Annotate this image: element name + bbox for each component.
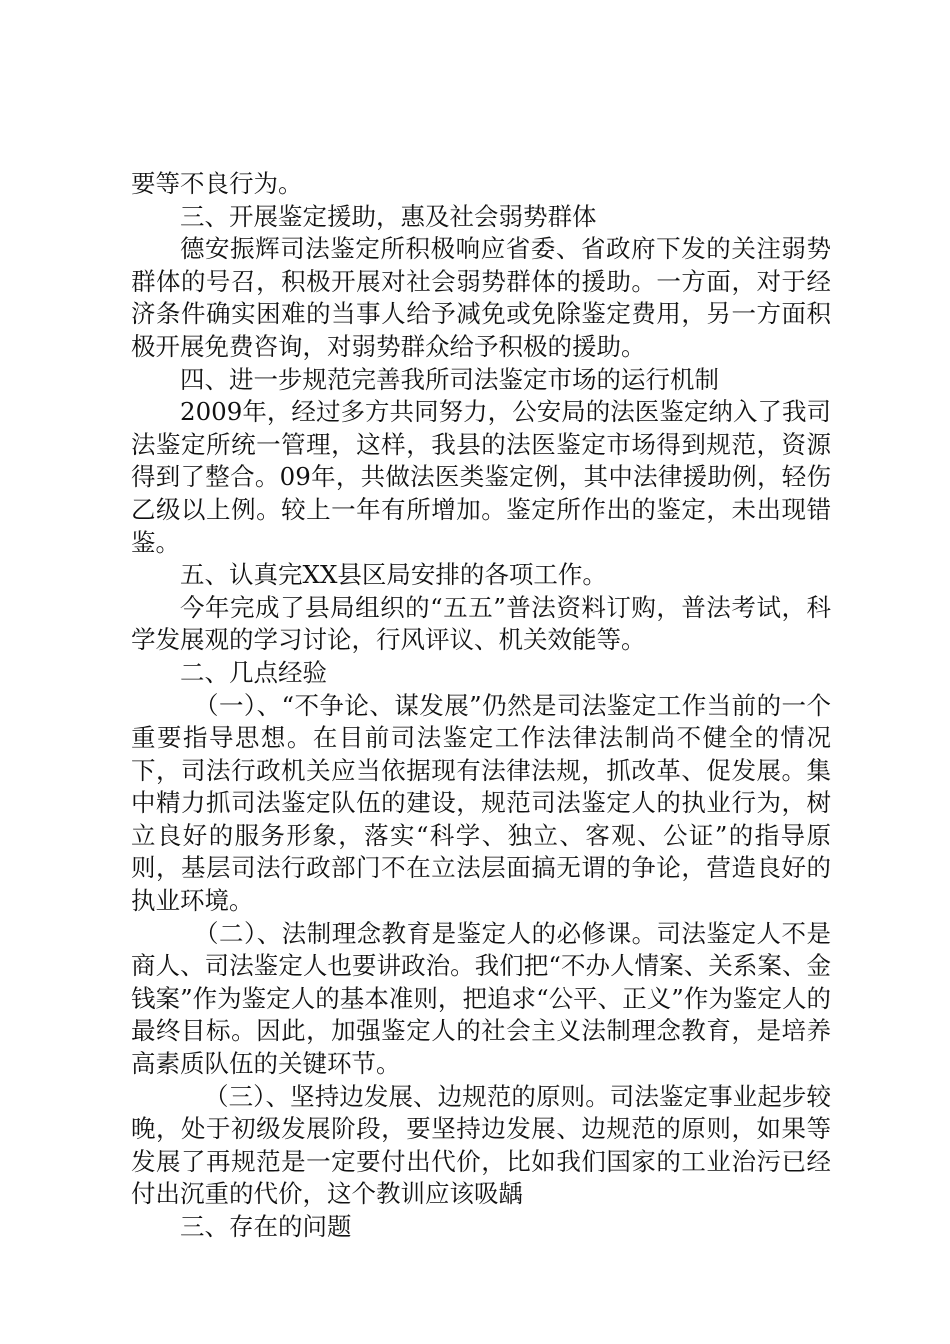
paragraph-tasks: 今年完成了县局组织的“五五”普法资料订购，普法考试，科学发展观的学习讨论，行风评议、机关效能等。: [131, 592, 831, 655]
document-body: [131, 168, 831, 1244]
section-heading-assistance: 三、开展鉴定援助，惠及社会弱势群体: [180, 201, 597, 231]
section-heading-problems: 三、存在的问题: [180, 1212, 352, 1241]
paragraph-experience-3: （三）、坚持边发展、边规范的原则。司法鉴定事业起步较晚，处于初级发展阶段，要坚持边发展、边规范的原则，如果等发展了再规范是一定要付出代价，比如我们国家的工业治污已经付出沉重的代价，这个教训应该吸龋: [131, 1081, 831, 1209]
section-heading-experience: 二、几点经验: [180, 657, 327, 687]
paragraph-experience-1: （一）、“不争论、谋发展”仍然是司法鉴定工作当前的一个重要指导思想。在目前司法鉴定工作法律法制尚不健全的情况下，司法行政机关应当依据现有法律法规，抓改革、促发展。集中精力抓司法鉴定队伍的建设，规范司法鉴定人的执业行为，树立良好的服务形象，落实“科学、独立、客观、公证”的指导原则，基层司法行政部门不在立法层面搞无谓的争论，营造良好的执业环境。: [131, 690, 831, 916]
section-heading-tasks: 五、认真完XX县区局安排的各项工作。: [180, 560, 607, 590]
paragraph-continuation: 要等不良行为。: [131, 169, 303, 198]
paragraph-assistance: 德安振辉司法鉴定所积极响应省委、省政府下发的关注弱势群体的号召，积极开展对社会弱势群体的援助。一方面，对于经济条件确实困难的当事人给予减免或免除鉴定费用，另一方面积极开展免费咨询，对弱势群众给予积极的援助。: [131, 234, 831, 361]
paragraph-mechanism: 2009年，经过多方共同努力，公安局的法医鉴定纳入了我司法鉴定所统一管理，这样，我县的法医鉴定市场得到规范，资源得到了整合。09年，共做法医类鉴定例，其中法律援助例，轻伤乙级以上例。较上一年有所增加。鉴定所作出的鉴定，未出现错鉴。: [131, 397, 831, 557]
section-heading-mechanism: 四、进一步规范完善我所司法鉴定市场的运行机制: [180, 364, 719, 394]
paragraph-experience-2: （二）、法制理念教育是鉴定人的必修课。司法鉴定人不是商人、司法鉴定人也要讲政治。我们把“不办人情案、关系案、金钱案”作为鉴定人的基本准则，把追求“公平、正义”作为鉴定人的最终目标。因此，加强鉴定人的社会主义法制理念教育，是培养高素质队伍的关键环节。: [131, 918, 831, 1079]
